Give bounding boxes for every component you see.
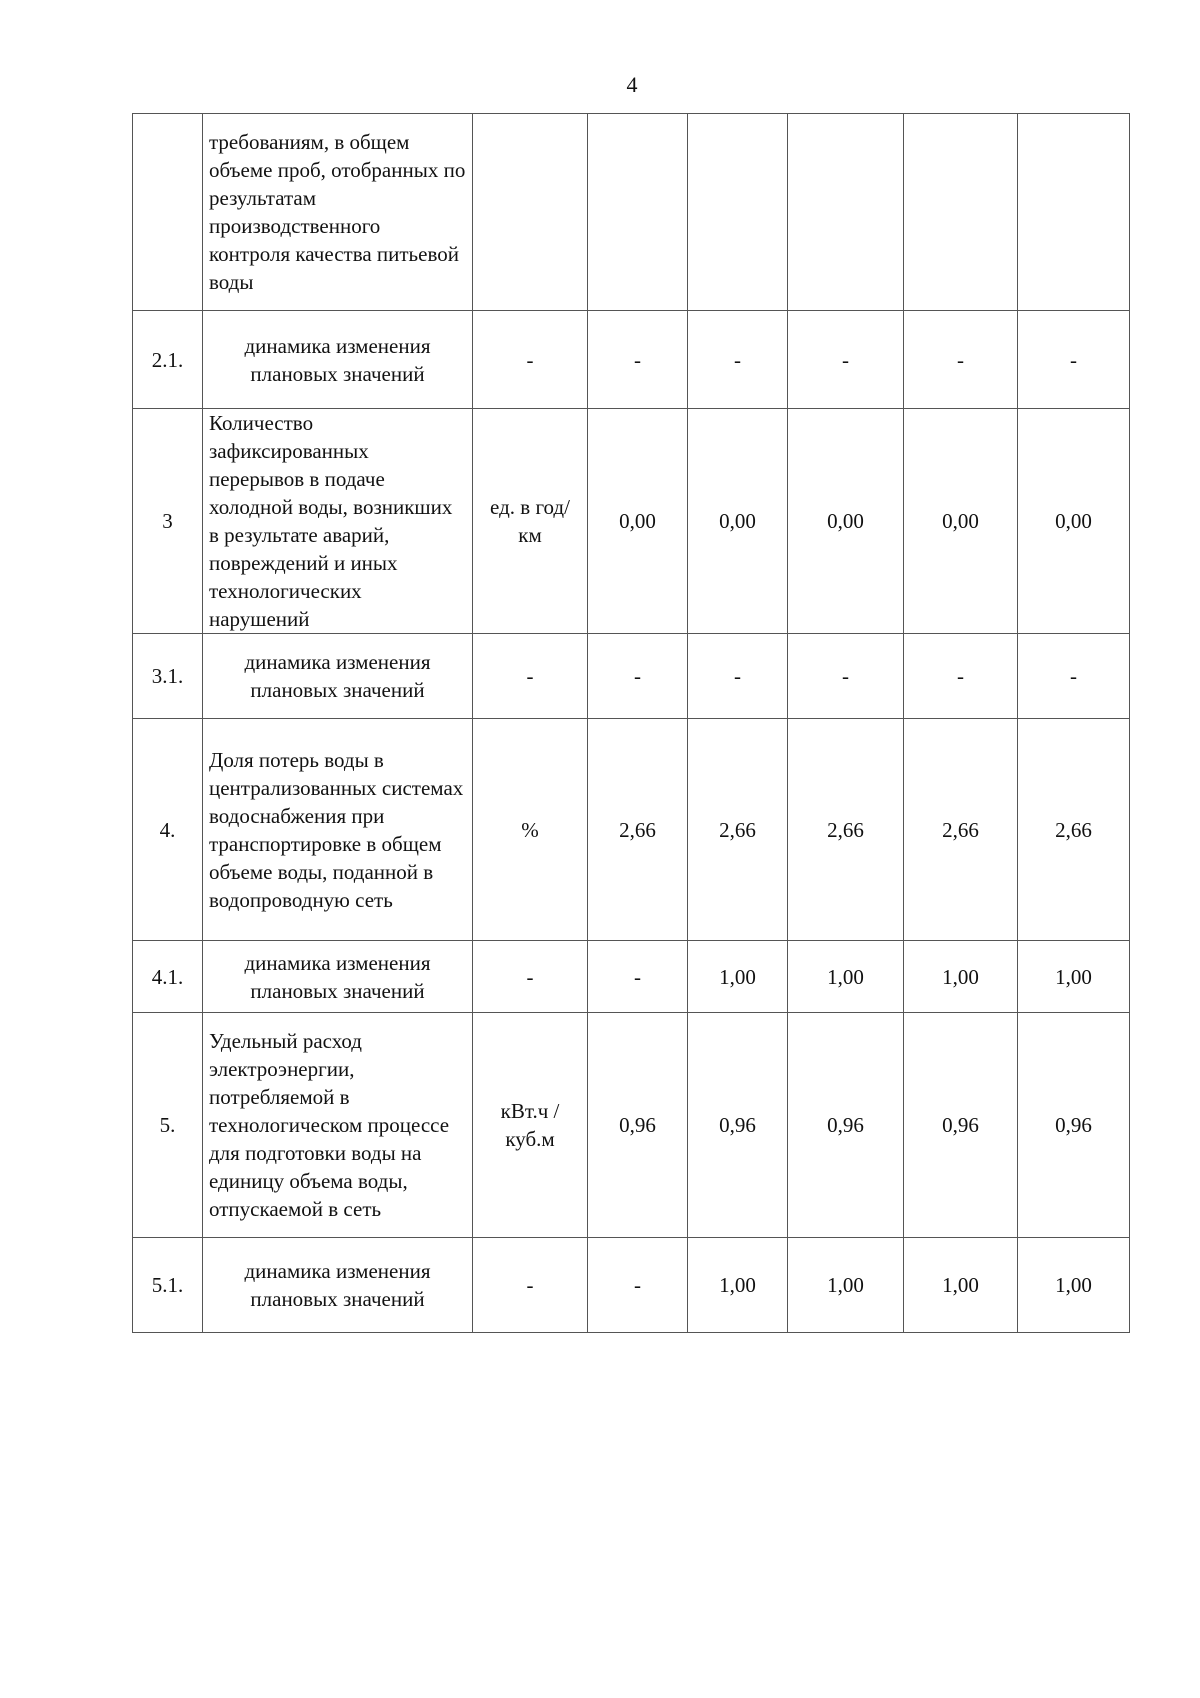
value-cell: 0,00 bbox=[1018, 409, 1130, 634]
value-cell bbox=[588, 114, 688, 311]
row-number: 2.1. bbox=[133, 311, 203, 409]
value-cell: - bbox=[688, 311, 788, 409]
indicator-name: динамика изменения плановых значений bbox=[203, 311, 473, 409]
value-cell: - bbox=[588, 941, 688, 1013]
value-cell: 2,66 bbox=[688, 719, 788, 941]
table-row bbox=[133, 634, 1130, 719]
value-cell: 0,96 bbox=[904, 1013, 1018, 1238]
row-number: 5.1. bbox=[133, 1238, 203, 1333]
value-cell: 1,00 bbox=[904, 1238, 1018, 1333]
value-cell bbox=[1018, 114, 1130, 311]
indicator-name: Удельный расход электроэнергии, потребляемой в технологическом процессе для подготовки воды на единицу объема воды, отпускаемой в сеть bbox=[203, 1013, 473, 1238]
value-cell: 1,00 bbox=[788, 941, 904, 1013]
row-number: 4. bbox=[133, 719, 203, 941]
indicator-name: динамика изменения плановых значений bbox=[203, 1238, 473, 1333]
table-row bbox=[133, 1238, 1130, 1333]
value-cell: 0,96 bbox=[788, 1013, 904, 1238]
unit-cell: % bbox=[473, 719, 588, 941]
value-cell: 1,00 bbox=[788, 1238, 904, 1333]
value-cell: - bbox=[788, 311, 904, 409]
unit-cell: - bbox=[473, 941, 588, 1013]
unit-cell: кВт.ч / куб.м bbox=[473, 1013, 588, 1238]
value-cell: - bbox=[588, 311, 688, 409]
value-cell: - bbox=[904, 311, 1018, 409]
unit-cell: - bbox=[473, 634, 588, 719]
unit-cell bbox=[473, 114, 588, 311]
value-cell: 1,00 bbox=[1018, 1238, 1130, 1333]
value-cell bbox=[688, 114, 788, 311]
unit-cell: ед. в год/ км bbox=[473, 409, 588, 634]
row-number: 3 bbox=[133, 409, 203, 634]
indicators-table bbox=[132, 113, 1130, 1333]
indicator-name: динамика изменения плановых значений bbox=[203, 634, 473, 719]
row-number bbox=[133, 114, 203, 311]
unit-cell: - bbox=[473, 311, 588, 409]
indicator-name: требованиям, в общем объеме проб, отобранных по результатам производственного контроля качества питьевой воды bbox=[203, 114, 473, 311]
table-row bbox=[133, 114, 1130, 311]
table-row bbox=[133, 941, 1130, 1013]
value-cell: 2,66 bbox=[1018, 719, 1130, 941]
table-row bbox=[133, 409, 1130, 634]
value-cell bbox=[788, 114, 904, 311]
value-cell: - bbox=[904, 634, 1018, 719]
value-cell: 0,00 bbox=[588, 409, 688, 634]
value-cell: 2,66 bbox=[788, 719, 904, 941]
value-cell: 2,66 bbox=[588, 719, 688, 941]
value-cell: 1,00 bbox=[1018, 941, 1130, 1013]
value-cell: - bbox=[1018, 634, 1130, 719]
value-cell: - bbox=[588, 634, 688, 719]
value-cell: 0,00 bbox=[688, 409, 788, 634]
value-cell: 0,96 bbox=[588, 1013, 688, 1238]
page-number: 4 bbox=[626, 72, 638, 97]
table-row bbox=[133, 719, 1130, 941]
row-number: 3.1. bbox=[133, 634, 203, 719]
value-cell: 0,00 bbox=[904, 409, 1018, 634]
value-cell: 1,00 bbox=[904, 941, 1018, 1013]
indicator-name: динамика изменения плановых значений bbox=[203, 941, 473, 1013]
value-cell: 0,96 bbox=[1018, 1013, 1130, 1238]
indicator-name: Доля потерь воды в централизованных системах водоснабжения при транспортировке в общем объеме воды, поданной в водопроводную сеть bbox=[203, 719, 473, 941]
row-number: 4.1. bbox=[133, 941, 203, 1013]
value-cell: - bbox=[688, 634, 788, 719]
row-number: 5. bbox=[133, 1013, 203, 1238]
value-cell bbox=[904, 114, 1018, 311]
value-cell: - bbox=[588, 1238, 688, 1333]
table-row bbox=[133, 1013, 1130, 1238]
value-cell: - bbox=[788, 634, 904, 719]
value-cell: 0,96 bbox=[688, 1013, 788, 1238]
value-cell: 1,00 bbox=[688, 941, 788, 1013]
value-cell: - bbox=[1018, 311, 1130, 409]
value-cell: 1,00 bbox=[688, 1238, 788, 1333]
table-row bbox=[133, 311, 1130, 409]
indicator-name: Количество зафиксированных перерывов в подаче холодной воды, возникших в результате аварий, повреждений и иных технологических нарушений bbox=[203, 409, 473, 634]
unit-cell: - bbox=[473, 1238, 588, 1333]
value-cell: 2,66 bbox=[904, 719, 1018, 941]
value-cell: 0,00 bbox=[788, 409, 904, 634]
